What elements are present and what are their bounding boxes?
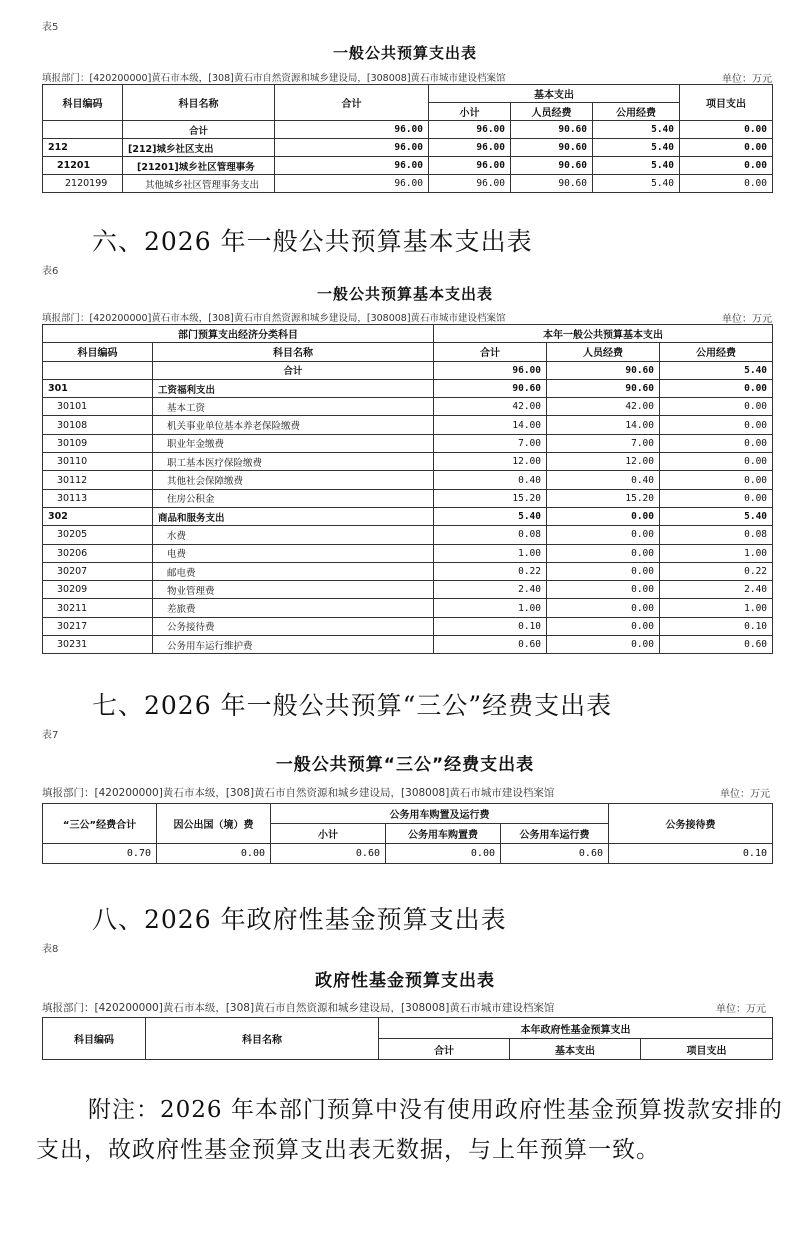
table6-info: 填报部门：[420200000]黄石市本级，[308]黄石市自然资源和城乡建设局，[308008]黄石市城市建设档案馆 [42, 313, 506, 324]
header-public: 公用经费 [593, 103, 680, 121]
header-personnel: 人员经费 [547, 343, 660, 361]
section8-heading: 八、2026 年政府性基金预算支出表 [92, 905, 507, 934]
table6-unit: 单位：万元 [722, 314, 772, 325]
table-row: 30209 物业管理费 2.40 0.00 2.40 [43, 581, 773, 599]
table-row: 30207 邮电费 0.22 0.00 0.22 [43, 562, 773, 580]
table5-tag: 表5 [42, 22, 59, 33]
table-row: 0.70 0.00 0.60 0.00 0.60 0.10 [43, 844, 773, 864]
table-row: 30101 基本工资 42.00 42.00 0.00 [43, 398, 773, 416]
header-name: 科目名称 [123, 85, 275, 121]
header-operation: 公务用车运行费 [501, 824, 609, 844]
header-name: 科目名称 [146, 1018, 379, 1060]
header-code: 科目编码 [43, 1018, 146, 1060]
table6-tag: 表6 [42, 266, 59, 277]
table7-info: 填报部门：[420200000]黄石市本级，[308]黄石市自然资源和城乡建设局，[308008]黄石市城市建设档案馆 [42, 787, 555, 799]
header-code: 科目编码 [43, 343, 153, 361]
header-personnel: 人员经费 [511, 103, 593, 121]
table8-info: 填报部门：[420200000]黄石市本级，[308]黄石市自然资源和城乡建设局，[308008]黄石市城市建设档案馆 [42, 1002, 555, 1014]
footnote: 附注：2026 年本部门预算中没有使用政府性基金预算拨款安排的支出，故政府性基金预算支出表无数据，与上年预算一致。 [36, 1097, 783, 1163]
table5-unit: 单位：万元 [722, 74, 772, 85]
header-group-right: 本年一般公共预算基本支出 [434, 325, 773, 343]
header-project: 项目支出 [641, 1039, 773, 1060]
table-row: 30108 机关事业单位基本养老保险缴费 14.00 14.00 0.00 [43, 416, 773, 434]
table-row: 30231 公务用车运行维护费 0.60 0.00 0.60 [43, 636, 773, 654]
section7-heading: 七、2026 年一般公共预算“三公”经费支出表 [92, 691, 613, 720]
header-abroad: 因公出国（境）费 [157, 804, 271, 844]
header-total: 合计 [275, 85, 429, 121]
table7-unit: 单位：万元 [720, 789, 770, 800]
header-group: 本年政府性基金预算支出 [379, 1018, 773, 1039]
table5-title: 一般公共预算支出表 [332, 44, 477, 62]
table-row: 30217 公务接待费 0.10 0.00 0.10 [43, 617, 773, 635]
header-total: 合计 [379, 1039, 510, 1060]
table-row: 30113 住房公积金 15.20 15.20 0.00 [43, 489, 773, 507]
table-row: 2120199 其他城乡社区管理事务支出 96.00 96.00 90.60 5.40 0.00 [43, 175, 773, 193]
table-row: 30206 电费 1.00 0.00 1.00 [43, 544, 773, 562]
table6-title: 一般公共预算基本支出表 [316, 285, 493, 303]
table-row: 21201 [21201]城乡社区管理事务 96.00 96.00 90.60 5.40 0.00 [43, 157, 773, 175]
table-row: 30112 其他社会保障缴费 0.40 0.40 0.00 [43, 471, 773, 489]
section6-heading: 六、2026 年一般公共预算基本支出表 [92, 227, 533, 256]
table8-title: 政府性基金预算支出表 [315, 971, 495, 991]
header-group-left: 部门预算支出经济分类科目 [43, 325, 434, 343]
header-total: “三公”经费合计 [43, 804, 157, 844]
table-row: 30211 差旅费 1.00 0.00 1.00 [43, 599, 773, 617]
header-subtotal: 小计 [429, 103, 511, 121]
header-code: 科目编码 [43, 85, 123, 121]
table-row: 301 工资福利支出 90.60 90.60 0.00 [43, 379, 773, 397]
table-row: 合计 96.00 96.00 90.60 5.40 0.00 [43, 121, 773, 139]
table-row: 302 商品和服务支出 5.40 0.00 5.40 [43, 507, 773, 525]
table8-unit: 单位：万元 [716, 1004, 766, 1015]
table-row: 合计 96.00 90.60 5.40 [43, 361, 773, 379]
table8 [42, 1017, 773, 1060]
header-basic: 基本支出 [510, 1039, 641, 1060]
header-car-group: 公务用车购置及运行费 [271, 804, 609, 824]
table8-tag: 表8 [42, 944, 59, 955]
table5-info: 填报部门：[420200000]黄石市本级，[308]黄石市自然资源和城乡建设局，[308008]黄石市城市建设档案馆 [42, 73, 506, 84]
table5 [42, 84, 773, 193]
header-total: 合计 [434, 343, 547, 361]
header-reception: 公务接待费 [609, 804, 773, 844]
table-row: 30205 水费 0.08 0.00 0.08 [43, 526, 773, 544]
header-basic: 基本支出 [429, 85, 680, 103]
table7 [42, 803, 773, 864]
table-row: 30110 职工基本医疗保险缴费 12.00 12.00 0.00 [43, 453, 773, 471]
header-project: 项目支出 [680, 85, 773, 121]
header-name: 科目名称 [153, 343, 434, 361]
table-row: 212 [212]城乡社区支出 96.00 96.00 90.60 5.40 0.00 [43, 139, 773, 157]
header-public: 公用经费 [660, 343, 773, 361]
header-purchase: 公务用车购置费 [386, 824, 501, 844]
table7-tag: 表7 [42, 730, 59, 741]
table6 [42, 324, 773, 654]
table7-title: 一般公共预算“三公”经费支出表 [275, 755, 535, 775]
header-subtotal: 小计 [271, 824, 386, 844]
table-row: 30109 职业年金缴费 7.00 7.00 0.00 [43, 434, 773, 452]
